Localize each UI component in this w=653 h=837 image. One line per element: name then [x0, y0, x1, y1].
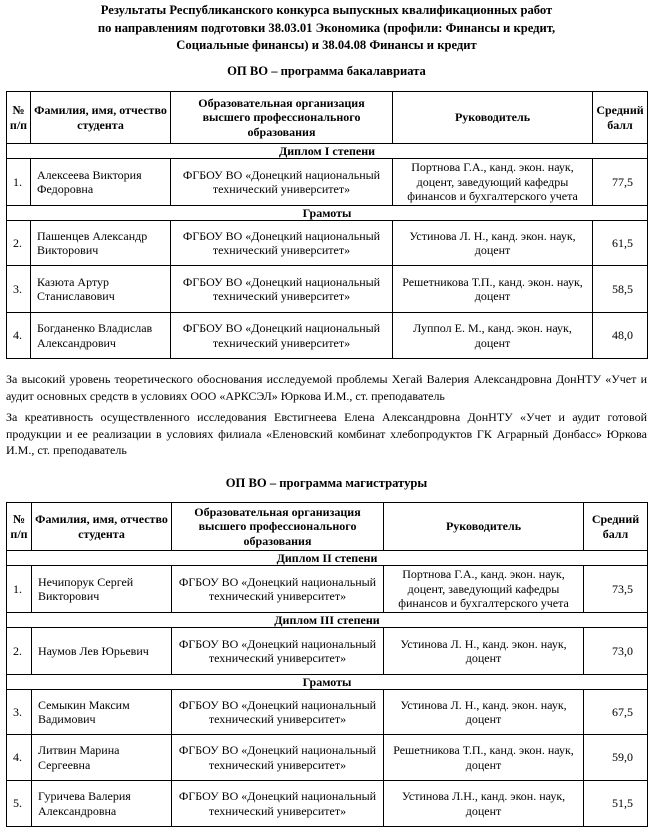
table-row — [7, 690, 648, 735]
bachelor-results-table — [6, 91, 648, 359]
group-row-certificates — [7, 675, 648, 690]
organization: ФГБОУ ВО «Донецкий национальный технический университет» — [172, 690, 384, 735]
organization: ФГБОУ ВО «Донецкий национальный технический университет» — [171, 266, 393, 313]
group-label: Грамоты — [7, 675, 648, 690]
supervisor: Устинова Л. Н., канд. экон. наук, доцент — [384, 690, 584, 735]
row-num: 5. — [7, 781, 32, 827]
average-score: 73,5 — [584, 566, 648, 613]
table-row — [7, 566, 648, 613]
row-num: 2. — [7, 221, 31, 266]
organization: ФГБОУ ВО «Донецкий национальный технический университет» — [172, 628, 384, 675]
organization: ФГБОУ ВО «Донецкий национальный технический университет» — [171, 221, 393, 266]
award-paragraph-1: За высокий уровень теоретического обоснования исследуемой проблемы Хегай Валерия Александровна ДонНТУ «Учет и аудит основных средств в условиях ООО «АРКСЭЛ» Юркова И.М., ст. преподаватель — [6, 372, 647, 403]
row-num: 3. — [7, 690, 32, 735]
table-row — [7, 628, 648, 675]
col-header-supervisor: Руководитель — [393, 92, 593, 144]
col-header-org: Образовательная организация высшего профессионального образования — [172, 503, 384, 551]
average-score: 77,5 — [593, 159, 648, 206]
student-name: Алексеева Виктория Федоровна — [31, 159, 171, 206]
organization: ФГБОУ ВО «Донецкий национальный технический университет» — [172, 735, 384, 781]
group-row-certificates — [7, 206, 648, 221]
group-label: Диплом II степени — [7, 551, 648, 566]
bachelor-section-title: ОП ВО – программа бакалавриата — [227, 64, 426, 78]
supervisor: Луппол Е. М., канд. экон. наук, доцент — [393, 313, 593, 359]
table-row — [7, 266, 648, 313]
master-section-title: ОП ВО – программа магистратуры — [225, 476, 428, 490]
master-table-body — [7, 551, 648, 827]
title-line-3: Социальные финансы) и 38.04.08 Финансы и кредит — [176, 38, 477, 52]
supervisor: Устинова Л.Н., канд. экон. наук, доцент — [384, 781, 584, 827]
group-label: Грамоты — [7, 206, 648, 221]
title-line-1: Результаты Республиканского конкурса выпускных квалификационных работ — [100, 3, 553, 17]
supervisor: Решетникова Т.П., канд. экон. наук, доцент — [393, 266, 593, 313]
col-header-score: Средний балл — [584, 503, 648, 551]
student-name: Казюта Артур Станиславович — [31, 266, 171, 313]
student-name: Семыкин Максим Вадимович — [32, 690, 172, 735]
row-num: 2. — [7, 628, 32, 675]
row-num: 4. — [7, 735, 32, 781]
row-num: 4. — [7, 313, 31, 359]
table-row — [7, 781, 648, 827]
row-num: 3. — [7, 266, 31, 313]
average-score: 59,0 — [584, 735, 648, 781]
average-score: 61,5 — [593, 221, 648, 266]
group-label: Диплом I степени — [7, 144, 648, 159]
row-num: 1. — [7, 566, 32, 613]
average-score: 51,5 — [584, 781, 648, 827]
table-header-row — [7, 503, 648, 551]
col-header-score: Средний балл — [593, 92, 648, 144]
average-score: 73,0 — [584, 628, 648, 675]
organization: ФГБОУ ВО «Донецкий национальный технический университет» — [172, 781, 384, 827]
col-header-supervisor: Руководитель — [384, 503, 584, 551]
table-row — [7, 735, 648, 781]
student-name: Нечипорук Сергей Викторович — [32, 566, 172, 613]
student-name: Литвин Марина Сергеевна — [32, 735, 172, 781]
supervisor: Портнова Г.А., канд. экон. наук, доцент, заведующий кафедры финансов и бухгалтерского учета — [384, 566, 584, 613]
student-name: Богданенко Владислав Александрович — [31, 313, 171, 359]
average-score: 58,5 — [593, 266, 648, 313]
student-name: Наумов Лев Юрьевич — [32, 628, 172, 675]
title-line-2: по направлениям подготовки 38.03.01 Экономика (профили: Финансы и кредит, — [97, 20, 556, 35]
group-row-diploma-2 — [7, 551, 648, 566]
table-header-row — [7, 92, 648, 144]
table-row — [7, 159, 648, 206]
col-header-org: Образовательная организация высшего профессионального образования — [171, 92, 393, 144]
col-header-name: Фамилия, имя, отчество студента — [31, 92, 171, 144]
document-title — [0, 2, 653, 55]
supervisor: Решетникова Т.П., канд. экон. наук, доцент — [384, 735, 584, 781]
master-results-table — [6, 502, 648, 827]
row-num: 1. — [7, 159, 31, 206]
student-name: Гуричева Валерия Александровна — [32, 781, 172, 827]
organization: ФГБОУ ВО «Донецкий национальный технический университет» — [171, 313, 393, 359]
supervisor: Устинова Л. Н., канд. экон. наук, доцент — [393, 221, 593, 266]
award-paragraph-2: За креативность осуществленного исследования Евстигнеева Елена Александровна ДонНТУ «Учет и аудит готовой продукции и ее реализации в условиях филиала «Еленовский комбинат хлебопродуктов ГК Аграрный Донбасс» Юркова И.М., ст. преподаватель — [6, 410, 647, 457]
supervisor: Устинова Л. Н., канд. экон. наук, доцент — [384, 628, 584, 675]
organization: ФГБОУ ВО «Донецкий национальный технический университет» — [171, 159, 393, 206]
organization: ФГБОУ ВО «Донецкий национальный технический университет» — [172, 566, 384, 613]
col-header-name: Фамилия, имя, отчество студента — [32, 503, 172, 551]
col-header-num: № п/п — [7, 503, 32, 551]
group-label: Диплом III степени — [7, 613, 648, 628]
average-score: 48,0 — [593, 313, 648, 359]
supervisor: Портнова Г.А., канд. экон. наук, доцент, заведующий кафедры финансов и бухгалтерского учета — [393, 159, 593, 206]
table-row — [7, 313, 648, 359]
student-name: Пашенцев Александр Викторович — [31, 221, 171, 266]
col-header-num: № п/п — [7, 92, 31, 144]
bachelor-table-body — [7, 144, 648, 359]
average-score: 67,5 — [584, 690, 648, 735]
group-row-diploma-3 — [7, 613, 648, 628]
table-row — [7, 221, 648, 266]
group-row-diploma-1 — [7, 144, 648, 159]
